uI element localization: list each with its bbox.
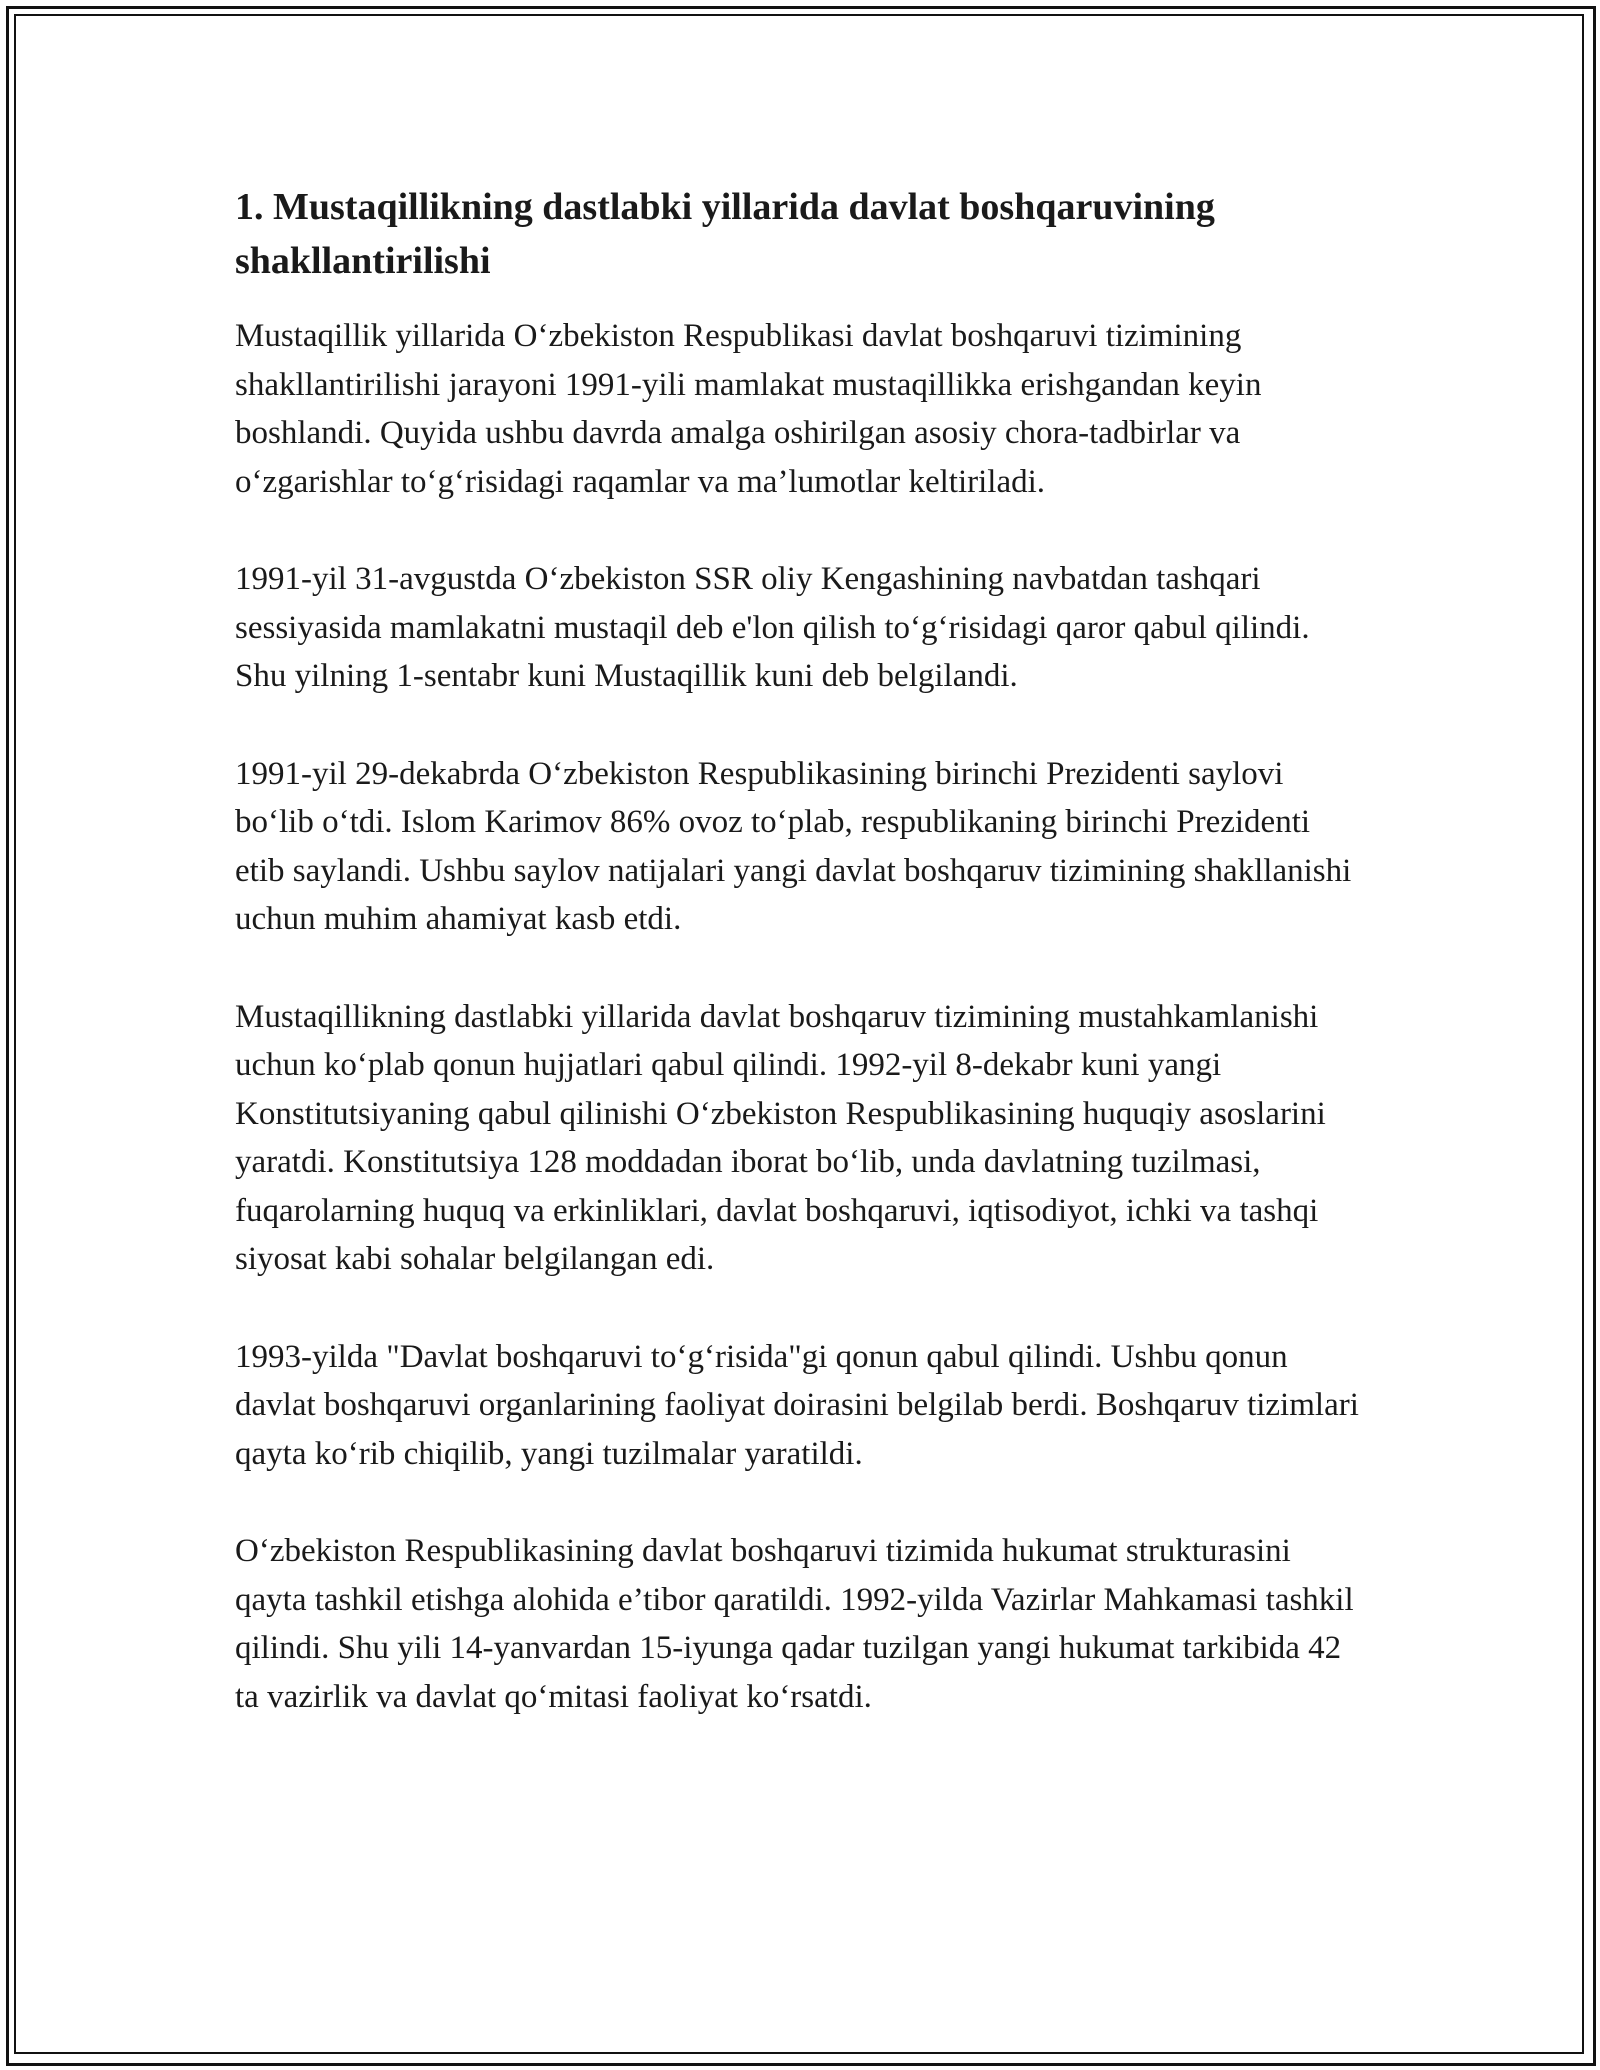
paragraph-independence-declaration: 1991-yil 31-avgustda O‘zbekiston SSR oliy Kengashining navbatdan tashqari sessiyasida mamlakatni mustaqil deb e'lon qilish to‘g‘risidagi qaror qabul qilindi. Shu yilning 1-sentabr kuni Mustaqillik kuni deb belgilandi. (235, 561, 1310, 694)
paragraph-presidential-election: 1991-yil 29-dekabrda O‘zbekiston Respublikasining birinchi Prezidenti saylovi bo‘lib o‘tdi. Islom Karimov 86% ovoz to‘plab, respublikaning birinchi Prezidenti etib saylandi. Ushbu saylov natijalari yangi davlat boshqaruv tizimining shakllanishi uchun muhim ahamiyat kasb etdi. (235, 755, 1352, 937)
paragraph-government-law: 1993-yilda "Davlat boshqaruvi to‘g‘risida"gi qonun qabul qilindi. Ushbu qonun davlat boshqaruvi organlarining faoliyat doirasini belgilab berdi. Boshqaruv tizimlari qayta ko‘rib chiqilib, yangi tuzilmalar yaratildi. (235, 1338, 1359, 1472)
paragraph-intro: Mustaqillik yillarida O‘zbekiston Respublikasi davlat boshqaruvi tizimining shakllantirilishi jarayoni 1991-yili mamlakat mustaqillikka erishgandan keyin boshlandi. Quyida ushbu davrda amalga oshirilgan asosiy chora-tadbirlar va o‘zgarishlar to‘g‘risidagi raqamlar va ma’lumotlar keltiriladi. (235, 318, 1262, 500)
paragraph-cabinet-of-ministers: O‘zbekiston Respublikasining davlat boshqaruvi tizimida hukumat strukturasini qayta tashkil etishga alohida e’tibor qaratildi. 1992-yilda Vazirlar Mahkamasi tashkil qilindi. Shu yili 14-yanvardan 15-iyunga qadar tuzilgan yangi hukumat tarkibida 42 ta vazirlik va davlat qo‘mitasi faoliyat ko‘rsatdi. (235, 1533, 1354, 1715)
document-page (235, 180, 1365, 1770)
paragraph-constitution: Mustaqillikning dastlabki yillarida davlat boshqaruv tizimining mustahkamlanishi uchun ko‘plab qonun hujjatlari qabul qilindi. 1992-yil 8-dekabr kuni yangi Konstitutsiyaning qabul qilinishi O‘zbekiston Respublikasining huquqiy asoslarini yaratdi. Konstitutsiya 128 moddadan iborat bo‘lib, unda davlatning tuzilmasi, fuqarolarning huquq va erkinliklari, davlat boshqaruvi, iqtisodiyot, ichki va tashqi siyosat kabi sohalar belgilangan edi. (235, 998, 1326, 1277)
section-heading: 1. Mustaqillikning dastlabki yillarida davlat boshqaruvining shakllantirilishi (235, 186, 1215, 282)
